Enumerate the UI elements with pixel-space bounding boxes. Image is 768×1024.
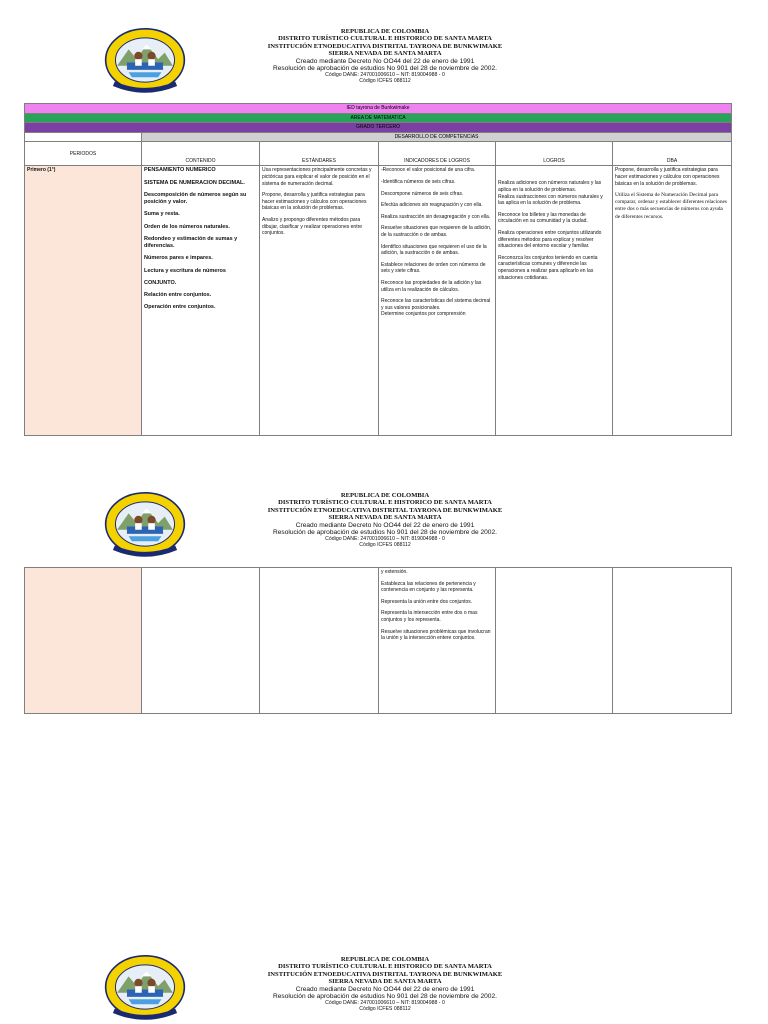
col-periodos-label: PERIODOS <box>69 150 97 157</box>
indicador-item: Reconoce las características del sistema decimal y sus valores posicionales. <box>381 298 491 311</box>
logro-item: Realiza adiciones con números naturales y las aplica en la solución de problemas. <box>498 180 602 193</box>
indicador-item: y extensión. <box>381 569 408 575</box>
indicador-item: Establece relaciones de orden con números de seis y siete cifras. <box>381 261 486 275</box>
contenido-cell <box>142 568 260 714</box>
header-resolution: Resolución de aprobación de estudios No 901 del 28 de noviembre de 2002. <box>273 992 497 1000</box>
header-sierra: SIERRA NEVADA DE SANTA MARTA <box>328 978 442 986</box>
contenido-item: Suma y resta. <box>144 211 180 218</box>
period-cell <box>25 166 142 436</box>
header-dane: Código DANE: 247001006610 – NIT: 819004988 - 0 <box>325 999 445 1006</box>
period-cell <box>25 568 142 714</box>
period-row-1-continued <box>25 568 732 714</box>
competencies-table-page-2 <box>24 567 732 714</box>
school-logo <box>104 953 186 1021</box>
header-dane: Código DANE: 247001006610 – NIT: 819004988 - 0 <box>325 535 445 542</box>
logros-cell <box>496 166 613 436</box>
indicador-item: -Identifica números de seis cifras. <box>381 178 456 185</box>
header-republic: REPUBLICA DE COLOMBIA <box>340 956 430 963</box>
header-resolution: Resolución de aprobación de estudios No 901 del 28 de noviembre de 2002. <box>273 528 497 536</box>
band-empty <box>25 132 142 142</box>
band-grade <box>25 123 732 133</box>
header-district: DISTRITO TURÍSTICO CULTURAL E HISTORICO DE SANTA MARTA <box>278 35 492 43</box>
dba-cell <box>613 568 732 714</box>
header-republic: REPUBLICA DE COLOMBIA <box>340 492 430 499</box>
header-district: DISTRITO TURÍSTICO CULTURAL E HISTORICO DE SANTA MARTA <box>278 963 492 971</box>
header-decree: Creado mediante Decreto No OO44 del 22 de enero de 1991 <box>295 521 475 529</box>
indicador-item: Realiza sustracción sin desagregación y con ella. <box>381 213 491 220</box>
estandares-cell <box>260 568 379 714</box>
band-school-label: IED tayrona de Bunkwimake <box>25 104 732 114</box>
dba-item: Utiliza el Sistema de Numeración Decimal para comparar, ordenar y establecer diferentes relaciones entre dos o más secuencias de números con ayuda de diferentes recursos. <box>615 192 728 220</box>
indicador-item: Resuelve situaciones que requieren de la adición, de la sustracción o de ambas. <box>381 225 492 238</box>
col-contenido: CONTENIDO <box>142 142 260 166</box>
header-decree: Creado mediante Decreto No OO44 del 22 de enero de 1991 <box>295 985 475 993</box>
contenido-item: Números pares e impares. <box>144 255 213 262</box>
indicador-item: Establezca las relaciones de pertenencia y contenencia en conjunto y las representa. <box>381 580 476 594</box>
indicador-item: Reconoce las propiedades de la adición y las utiliza en la realización de cálculos. <box>381 279 482 293</box>
indicadores-cell <box>379 166 496 436</box>
indicador-item: Representa la unión entre dos conjuntos. <box>381 598 473 605</box>
header-dane: Código DANE: 247001006610 – NIT: 819004988 - 0 <box>325 71 445 78</box>
header-resolution: Resolución de aprobación de estudios No 901 del 28 de noviembre de 2002. <box>273 64 497 72</box>
contenido-item: Descomposición de números según su posición y valor. <box>144 191 247 206</box>
header-icfes: Código ICFES 088112 <box>359 1006 411 1013</box>
header-text-block <box>200 492 570 549</box>
page-2-header <box>0 490 768 570</box>
school-logo <box>104 26 186 94</box>
band-grade-label: GRADO TERCERO <box>25 123 732 133</box>
dba-cell <box>613 166 732 436</box>
dba-item: Propone, desarrolla y justifica estrategias para hacer estimaciones y cálculos con operaciones básicas en la solución de problemas. <box>615 167 720 187</box>
contenido-item: PENSAMIENTO NUMERICO <box>144 167 216 174</box>
estandares-cell <box>260 166 379 436</box>
indicador-item: Determine conjuntos por comprensión <box>381 311 466 318</box>
logro-item: Reconoce los billetes y las monedas de circulación en su comunidad y la ciudad. <box>498 211 588 225</box>
band-school <box>25 104 732 114</box>
indicador-item: Identifico situaciones que requieren el uso de la adición, la sustracción o de ambas. <box>381 243 487 257</box>
header-decree: Creado mediante Decreto No OO44 del 22 de enero de 1991 <box>295 57 475 65</box>
indicador-item: Descompone números de seis cifras. <box>381 190 464 197</box>
col-dba: DBA <box>613 142 732 166</box>
header-institution: INSTITUCIÓN ETNOEDUCATIVA DISTRITAL TAYRONA DE BUNKWIMAKE <box>267 42 503 50</box>
period-label: Primero (1°) <box>27 167 56 174</box>
estandar-item: Usa representaciones principalmente concretas y pictóricas para explicar el valor de posición en el sistema de numeración decimal. <box>262 167 372 187</box>
estandar-item: Analizo y propongo diferentes métodos para dibujar, clasificar y realizar operaciones entre conjuntos. <box>262 216 363 237</box>
column-header-row <box>25 142 732 166</box>
contenido-item: Operación entre conjuntos. <box>144 304 216 311</box>
estandar-item: Propone, desarrolla y justifica estrategias para hacer estimaciones y cálculos con operaciones básicas en la solución de problemas. <box>262 192 367 212</box>
band-area-label: AREA DE MATEMATICA <box>25 113 732 123</box>
page-3-header <box>0 953 768 1024</box>
col-periodos <box>25 142 142 166</box>
header-republic: REPUBLICA DE COLOMBIA <box>340 28 430 35</box>
header-institution: INSTITUCIÓN ETNOEDUCATIVA DISTRITAL TAYRONA DE BUNKWIMAKE <box>267 970 503 978</box>
competencies-table-page-1 <box>24 103 732 436</box>
indicador-item: Representa la intersección entre dos o mas conjuntos y los representa. <box>381 610 478 623</box>
col-estandares: ESTÁNDARES <box>260 142 379 166</box>
band-section <box>25 132 732 142</box>
logros-cell <box>496 568 613 714</box>
indicadores-cell <box>379 568 496 714</box>
contenido-item: SISTEMA DE NUMERACION DECIMAL. <box>144 179 245 186</box>
period-row-1 <box>25 166 732 436</box>
header-icfes: Código ICFES 088112 <box>359 78 411 85</box>
header-icfes: Código ICFES 088112 <box>359 542 411 549</box>
header-text-block <box>200 28 570 85</box>
header-institution: INSTITUCIÓN ETNOEDUCATIVA DISTRITAL TAYRONA DE BUNKWIMAKE <box>267 506 503 514</box>
logro-item: Realiza operaciones entre conjuntos utilizando diferentes métodos para explicar y resolver situaciones del entorno escolar y familiar. <box>498 229 602 250</box>
page-1-header <box>0 26 768 106</box>
indicador-item: -Reconoce el valor posicional de una cifra. <box>381 167 476 174</box>
logro-item: Realiza sustracciones con números naturales y las aplica en la solución de problema. <box>498 193 603 207</box>
header-text-block <box>200 956 570 1013</box>
band-area <box>25 113 732 123</box>
indicador-item: Efectúa adiciones sin reagrupación y con ella. <box>381 202 483 209</box>
header-district: DISTRITO TURÍSTICO CULTURAL E HISTORICO DE SANTA MARTA <box>278 499 492 507</box>
contenido-item: Redondeo y estimación de sumas y diferencias. <box>144 235 238 250</box>
contenido-item: Relación entre conjuntos. <box>144 292 212 299</box>
header-sierra: SIERRA NEVADA DE SANTA MARTA <box>328 50 442 58</box>
col-logros: LOGROS <box>496 142 613 166</box>
contenido-item: CONJUNTO. <box>144 279 177 286</box>
band-section-label: DESARROLLO DE COMPETENCIAS <box>142 132 732 142</box>
logro-item: Reconozca los conjuntos teniendo en cuenta características comunes y diferencie las operaciones a realizar para aplicarlo en las situaciones cotidianas. <box>498 254 598 281</box>
contenido-item: Lectura y escritura de números <box>144 267 226 274</box>
header-sierra: SIERRA NEVADA DE SANTA MARTA <box>328 514 442 522</box>
contenido-item: Orden de los números naturales. <box>144 223 230 230</box>
indicador-item: Resuelve situaciones problémicas que involucran la unión y la intersección entere conjuntos. <box>381 628 491 642</box>
school-logo <box>104 490 186 558</box>
col-indicadores: INDICADORES DE LOGROS <box>379 142 496 166</box>
contenido-cell <box>142 166 260 436</box>
